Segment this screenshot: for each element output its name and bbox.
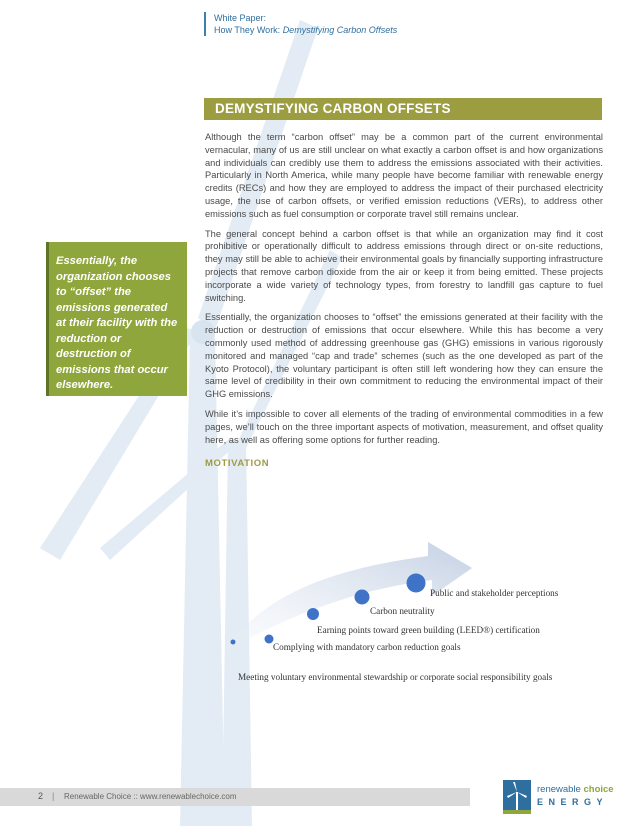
header-line2-italic: Demystifying Carbon Offsets: [282, 25, 398, 35]
paragraph-4: While it’s impossible to cover all elements of the trading of environmental commodities in a few pages, we’ll touch on the three important aspects of motivation, measurement, and offset quality here, as well as offering some options for further reading.: [205, 408, 603, 445]
motivation-diagram: [200, 540, 610, 700]
page-number: 2: [38, 791, 44, 801]
dot-1: [231, 640, 236, 645]
motivation-item-1: Meeting voluntary environmental stewardship or corporate social responsibility goals: [238, 672, 553, 682]
logo-word-energy: ENERGY: [537, 797, 609, 807]
logo-word-choice: choice: [583, 784, 614, 795]
motivation-arrow-graphic: [200, 540, 610, 700]
paragraph-3: Essentially, the organization chooses to “offset” the emissions generated at their facility with the reduction or destruction of emissions that occur elsewhere. While this has become a very commonly used method of addressing greenhouse gas (GHG) emissions in various rigorously monitored and managed “cap and trade” schemes (such as the one developed as part of the Kyoto Protocol), the voluntary participant is often still left wondering how they can ensure the same level of credibility in their own commitment to reducing the environmental impact of their GHG emissions.: [205, 312, 603, 400]
wind-turbine-icon: [503, 780, 531, 814]
footer-text: Renewable Choice :: www.renewablechoice.com: [64, 792, 237, 801]
logo-wordmark-line1: [537, 784, 614, 795]
body-text: [205, 131, 603, 471]
logo-word-renewable: renewable: [537, 784, 581, 795]
header-line2-prefix: How They Work:: [214, 25, 283, 35]
footer-separator: |: [52, 791, 55, 801]
paragraph-2: The general concept behind a carbon offset is that while an organization may find it cost prohibitive or operationally difficult to address emissions through direct or on-site reductions, they may still be able to achieve their environmental goals by financially supporting infrastructure projects that remove carbon dioxide from the air or keep it from being emitted. These projects incorporate a wide variety of technology types, from forestry to landfill gas capture to fuel switching.: [205, 228, 603, 303]
dot-3: [307, 608, 319, 620]
section-title: DEMYSTIFYING CARBON OFFSETS: [204, 98, 602, 120]
motivation-item-4: Carbon neutrality: [370, 606, 435, 616]
motivation-subhead: MOTIVATION: [205, 458, 270, 470]
dot-4: [355, 590, 370, 605]
paragraph-1: Although the term “carbon offset” may be a common part of the current environmental vernacular, many of us are still unclear on what exactly a carbon offset is and how organizations and individuals can credibly use them to address the emissions associated with their activities. Particularly in North America, while many people have become familiar with renewable energy credits (RECs) and how they are employed to address the impact of their purchased electricity usage, the use of carbon offsets, or verified emission reductions (VERs), to address other emissions such as fuel consumption or corporate travel still remains unclear.: [205, 132, 603, 219]
pull-quote: [46, 242, 187, 396]
dot-5: [407, 574, 426, 593]
document-header: [204, 12, 397, 36]
company-logo: [503, 780, 613, 814]
page-footer: [0, 788, 470, 806]
header-line1: White Paper:: [214, 13, 267, 23]
header-line2: [214, 24, 397, 36]
motivation-item-5: Public and stakeholder perceptions: [430, 588, 559, 598]
pull-quote-bar: [46, 242, 49, 396]
motivation-item-3: Earning points toward green building (LEED®) certification: [317, 625, 540, 635]
pull-quote-text: Essentially, the organization chooses to “offset” the emissions generated at their facility with the reduction or destruction of emissions that occur elsewhere.: [56, 255, 178, 391]
motivation-item-2: Complying with mandatory carbon reduction goals: [273, 642, 461, 652]
